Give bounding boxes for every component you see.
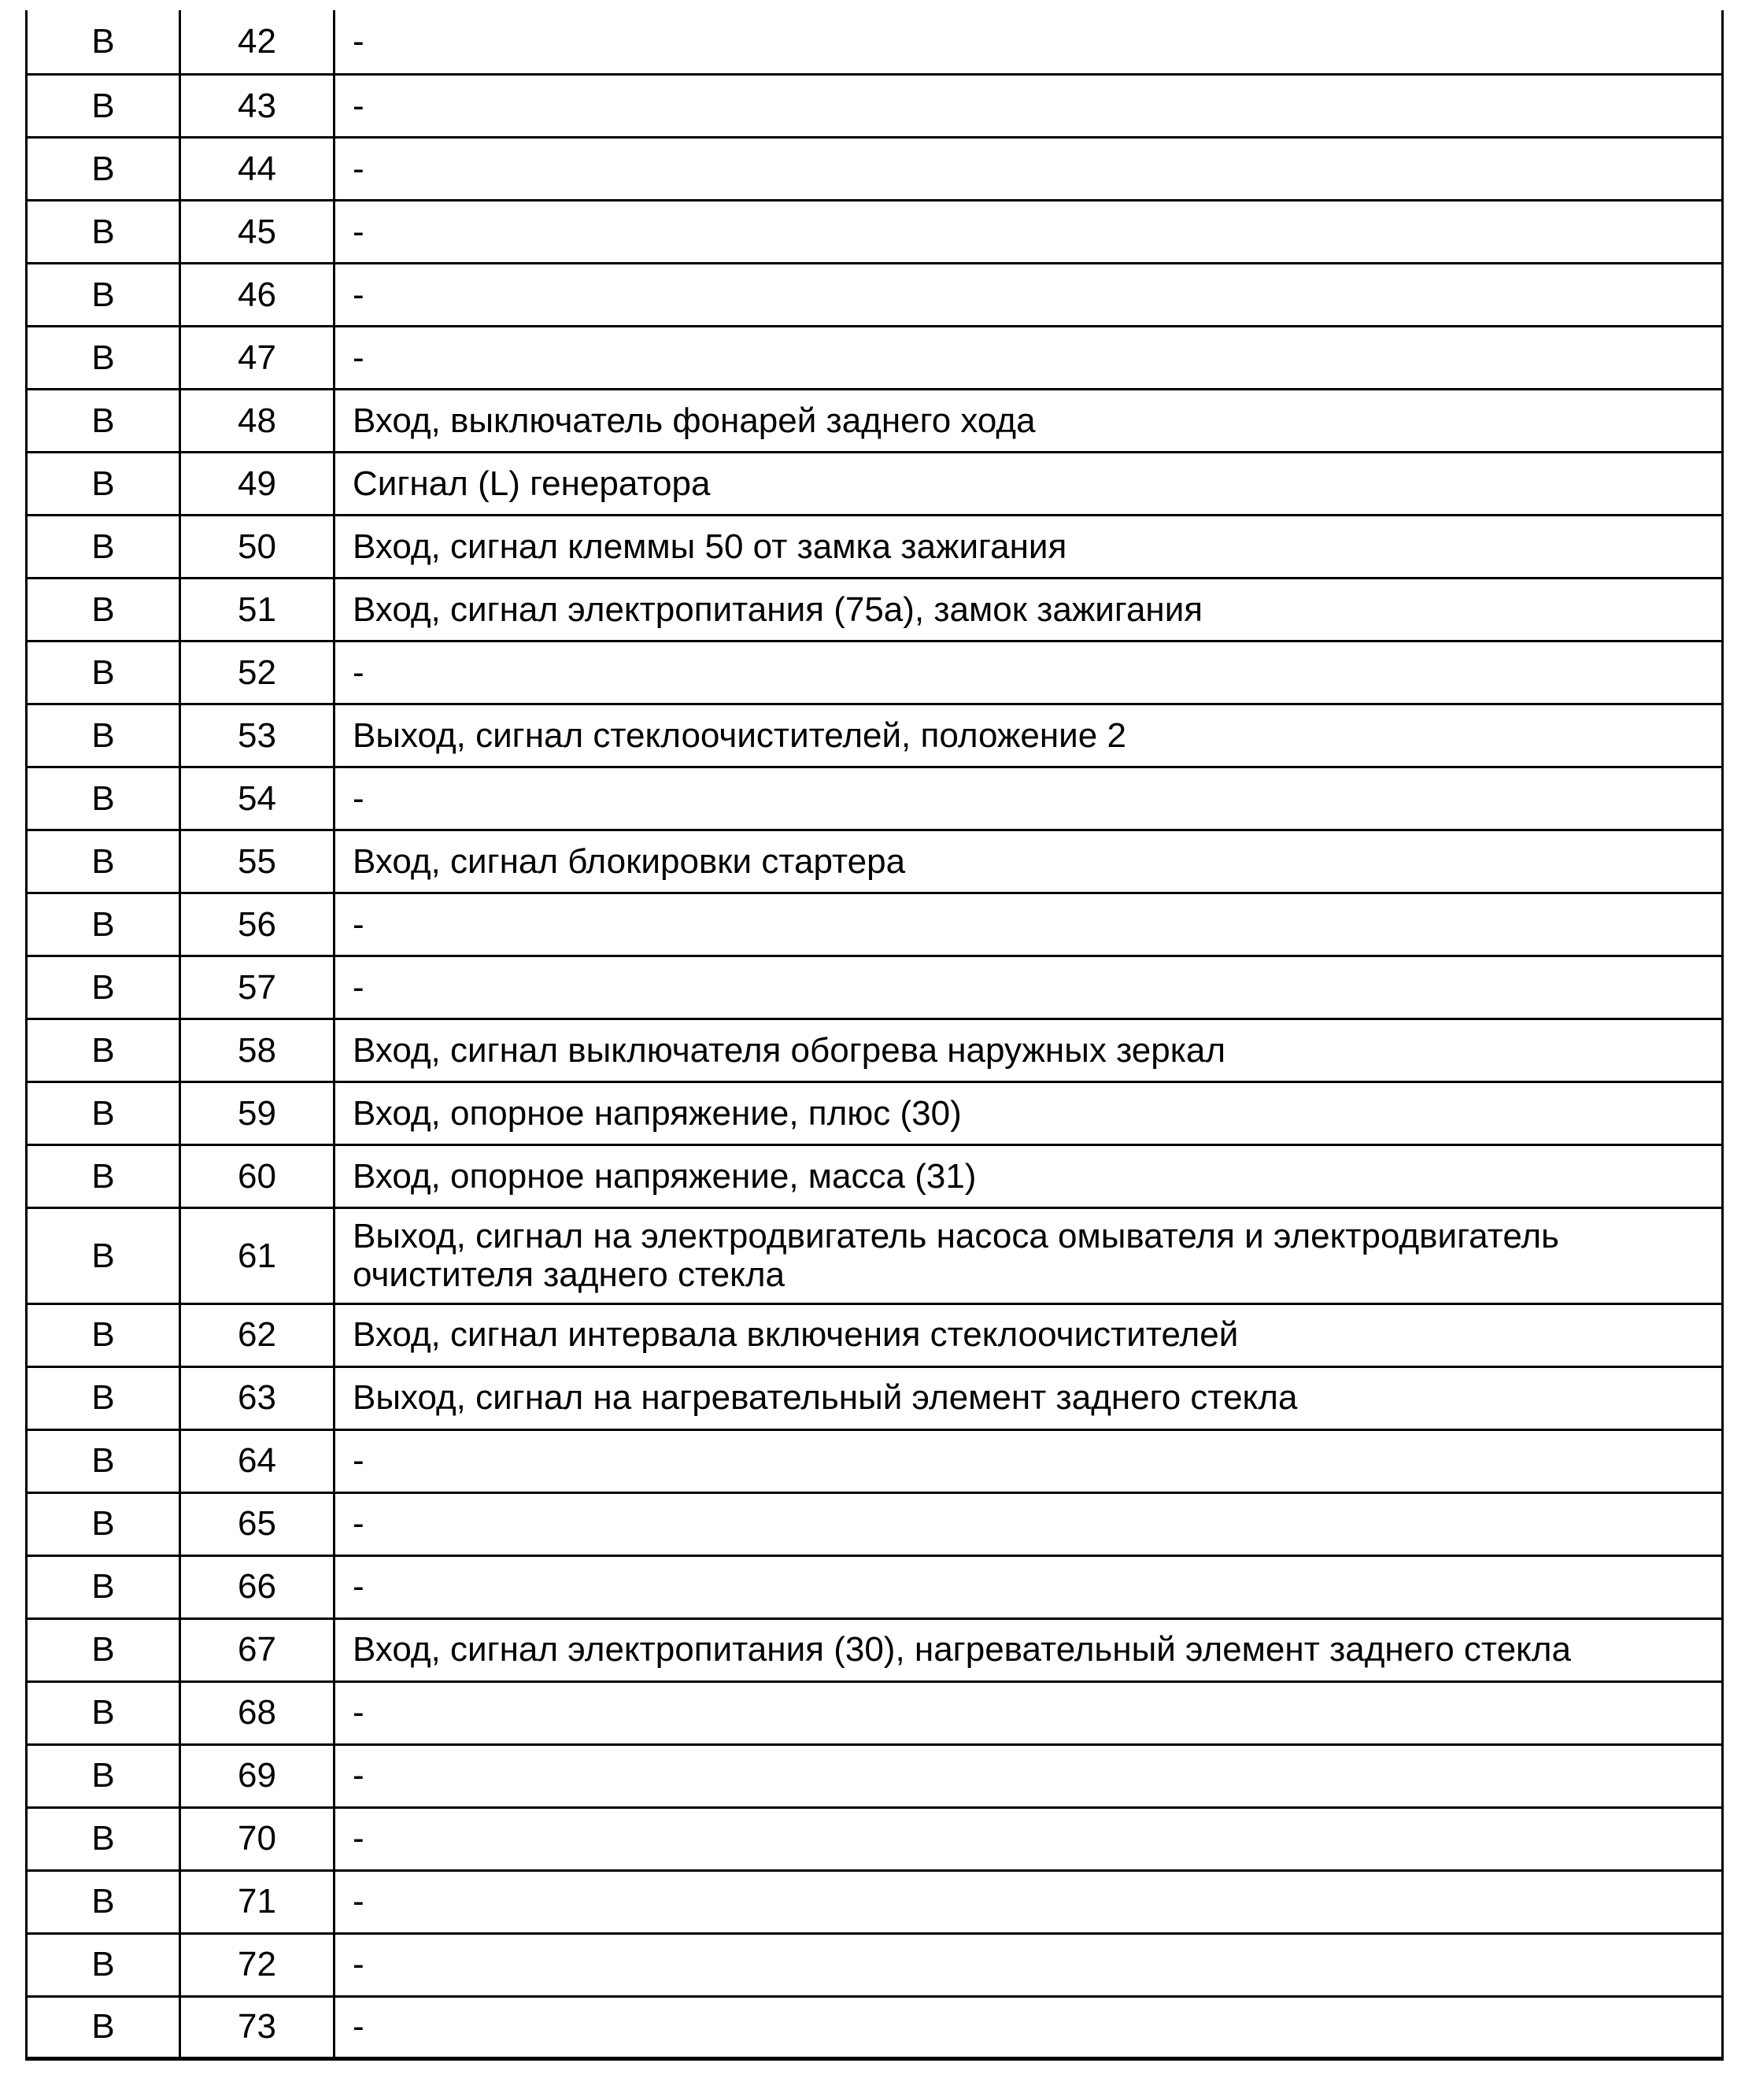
pin-number-cell: 71	[181, 1872, 335, 1932]
pin-number-cell: 72	[181, 1935, 335, 1995]
connector-cell: B	[28, 1620, 181, 1680]
pin-number-cell: 54	[181, 768, 335, 829]
description-cell: -	[353, 1819, 364, 1858]
connector-cell: B	[28, 1431, 181, 1492]
connector-cell: B	[28, 1809, 181, 1869]
pin-number-cell: 45	[181, 201, 335, 262]
connector-cell: B	[28, 579, 181, 640]
pin-number-cell: 57	[181, 957, 335, 1018]
table-row	[28, 579, 1721, 642]
table-row	[28, 516, 1721, 579]
table-row	[28, 1368, 1721, 1431]
pin-number-cell: 67	[181, 1620, 335, 1680]
description-cell: Вход, сигнал электропитания (75а), замок зажигания	[353, 590, 1203, 629]
description-cell: -	[353, 1567, 364, 1606]
connector-cell: B	[28, 390, 181, 451]
table-row	[28, 642, 1721, 705]
table-row	[28, 1146, 1721, 1209]
table-row	[28, 1620, 1721, 1683]
description-cell: -	[353, 1504, 364, 1544]
description-cell: -	[353, 1756, 364, 1795]
connector-cell: B	[28, 1935, 181, 1995]
connector-cell: B	[28, 327, 181, 388]
description-cell: Сигнал (L) генератора	[353, 464, 711, 503]
description-cell: Выход, сигнал на электродвигатель насоса омывателя и электродвигатель очистителя заднего стекла	[353, 1217, 1559, 1295]
pin-number-cell: 68	[181, 1683, 335, 1743]
pin-number-cell: 50	[181, 516, 335, 577]
description-cell: -	[353, 86, 364, 125]
description-cell: -	[353, 338, 364, 377]
table-row	[28, 894, 1721, 957]
connector-cell: B	[28, 768, 181, 829]
description-cell: Вход, опорное напряжение, плюс (30)	[353, 1093, 962, 1133]
description-cell: -	[353, 1693, 364, 1732]
connector-pinout-table	[25, 10, 1724, 2061]
pin-number-cell: 61	[181, 1209, 335, 1303]
pin-number-cell: 51	[181, 579, 335, 640]
description-cell: Вход, сигнал интервала включения стеклоочистителей	[353, 1315, 1239, 1355]
connector-cell: B	[28, 1998, 181, 2057]
connector-cell: B	[28, 139, 181, 199]
table-row	[28, 10, 1721, 76]
description-cell: -	[353, 967, 364, 1007]
pin-number-cell: 55	[181, 831, 335, 892]
table-row	[28, 1020, 1721, 1083]
table-row	[28, 831, 1721, 894]
description-cell: Выход, сигнал на нагревательный элемент заднего стекла	[353, 1378, 1298, 1418]
pin-number-cell: 59	[181, 1083, 335, 1144]
connector-cell: B	[28, 957, 181, 1018]
connector-cell: B	[28, 894, 181, 955]
description-cell: Вход, сигнал клеммы 50 от замка зажигания	[353, 527, 1067, 566]
pin-number-cell: 58	[181, 1020, 335, 1081]
connector-cell: B	[28, 1020, 181, 1081]
pin-number-cell: 56	[181, 894, 335, 955]
description-cell: Выход, сигнал стеклоочистителей, положение 2	[353, 715, 1126, 755]
description-cell: -	[353, 2007, 364, 2046]
pin-number-cell: 64	[181, 1431, 335, 1492]
table-row	[28, 76, 1721, 139]
pin-number-cell: 60	[181, 1146, 335, 1207]
table-row	[28, 201, 1721, 264]
connector-cell: B	[28, 264, 181, 325]
connector-cell: B	[28, 831, 181, 892]
pin-number-cell: 52	[181, 642, 335, 703]
table-row	[28, 1809, 1721, 1872]
table-row	[28, 1305, 1721, 1368]
connector-cell: B	[28, 1083, 181, 1144]
table-row	[28, 1557, 1721, 1620]
table-row	[28, 705, 1721, 768]
description-cell: -	[353, 22, 364, 61]
description-cell: Вход, выключатель фонарей заднего хода	[353, 401, 1036, 440]
pin-number-cell: 46	[181, 264, 335, 325]
table-row	[28, 1746, 1721, 1809]
connector-cell: B	[28, 1494, 181, 1555]
description-cell: -	[353, 778, 364, 818]
table-row	[28, 1431, 1721, 1494]
pin-number-cell: 42	[181, 10, 335, 73]
connector-cell: B	[28, 705, 181, 766]
table-row	[28, 327, 1721, 390]
description-cell: Вход, сигнал блокировки стартера	[353, 841, 906, 881]
connector-cell: B	[28, 1209, 181, 1303]
description-cell: -	[353, 275, 364, 314]
table-row	[28, 1494, 1721, 1557]
description-cell: -	[353, 1441, 364, 1481]
table-row	[28, 453, 1721, 516]
pin-number-cell: 65	[181, 1494, 335, 1555]
connector-cell: B	[28, 10, 181, 73]
table-row	[28, 1083, 1721, 1146]
pin-number-cell: 63	[181, 1368, 335, 1429]
table-row	[28, 1998, 1721, 2061]
connector-cell: B	[28, 453, 181, 514]
connector-cell: B	[28, 642, 181, 703]
pin-number-cell: 53	[181, 705, 335, 766]
connector-cell: B	[28, 1683, 181, 1743]
pin-number-cell: 43	[181, 76, 335, 136]
pin-number-cell: 70	[181, 1809, 335, 1869]
description-cell: -	[353, 149, 364, 188]
table-row	[28, 768, 1721, 831]
connector-cell: B	[28, 1872, 181, 1932]
pin-number-cell: 66	[181, 1557, 335, 1618]
pin-number-cell: 49	[181, 453, 335, 514]
table-row	[28, 957, 1721, 1020]
pin-number-cell: 73	[181, 1998, 335, 2057]
description-cell: -	[353, 1882, 364, 1921]
table-row	[28, 139, 1721, 201]
connector-cell: B	[28, 1146, 181, 1207]
pin-number-cell: 48	[181, 390, 335, 451]
pin-number-cell: 62	[181, 1305, 335, 1366]
table-row	[28, 1683, 1721, 1746]
pin-number-cell: 69	[181, 1746, 335, 1806]
pin-number-cell: 47	[181, 327, 335, 388]
description-cell: -	[353, 904, 364, 944]
connector-cell: B	[28, 516, 181, 577]
description-cell: -	[353, 212, 364, 251]
table-row	[28, 264, 1721, 327]
connector-cell: B	[28, 1746, 181, 1806]
description-cell: Вход, сигнал выключателя обогрева наружных зеркал	[353, 1030, 1226, 1070]
table-row	[28, 390, 1721, 453]
description-cell: -	[353, 1945, 364, 1984]
connector-cell: B	[28, 201, 181, 262]
connector-cell: B	[28, 1368, 181, 1429]
description-cell: Вход, сигнал электропитания (30), нагревательный элемент заднего стекла	[353, 1630, 1571, 1669]
connector-cell: B	[28, 1557, 181, 1618]
table-row	[28, 1935, 1721, 1998]
connector-cell: B	[28, 1305, 181, 1366]
table-row	[28, 1872, 1721, 1935]
connector-cell: B	[28, 76, 181, 136]
description-cell: Вход, опорное напряжение, масса (31)	[353, 1156, 977, 1196]
table-row	[28, 1209, 1721, 1305]
description-cell: -	[353, 653, 364, 692]
pin-number-cell: 44	[181, 139, 335, 199]
